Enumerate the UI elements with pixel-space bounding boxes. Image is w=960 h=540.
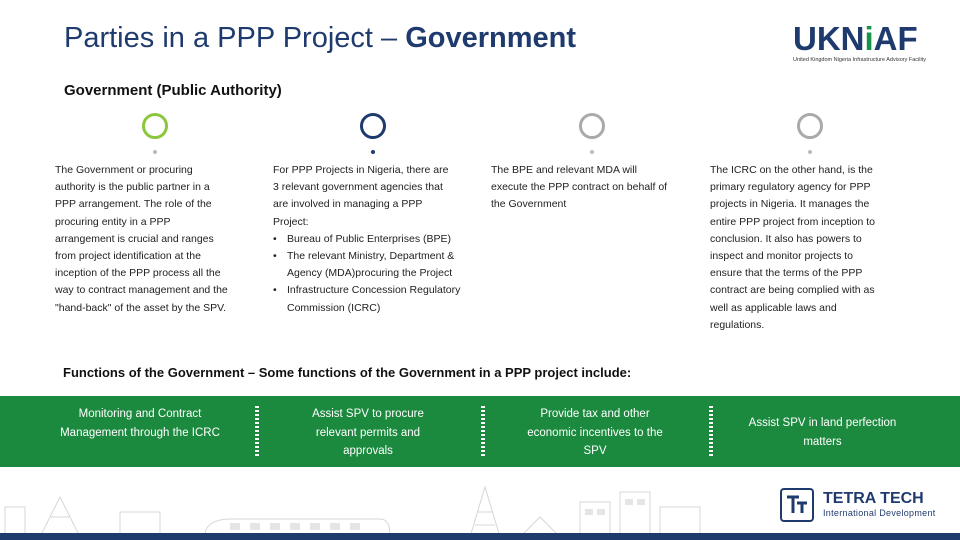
timeline-node-4 [797, 113, 823, 139]
text-line: The BPE and relevant MDA will [491, 164, 637, 176]
text-line: regulations. [710, 318, 765, 331]
agency-list [273, 231, 478, 317]
text-line: projects in Nigeria. It manages the [710, 198, 870, 211]
timeline-dot-1 [153, 150, 157, 154]
text-line: arrangement is crucial and ranges [55, 232, 214, 245]
text-line: "hand-back" of the asset by the SPV. [55, 301, 227, 314]
agency-list-item: • Infrastructure Concession Regulatory Commission (ICRC) [273, 282, 478, 316]
ukniaf-logo [793, 22, 933, 66]
agency-list-item: • Bureau of Public Enterprises (BPE) [273, 231, 478, 248]
page-title-emphasis: Government [405, 22, 577, 54]
timeline-node-1 [142, 113, 168, 139]
text-line: Project: [273, 215, 309, 228]
ukniaf-logo-suffix: AF [873, 20, 918, 57]
text-line: For PPP Projects in Nigeria, there are [273, 164, 449, 176]
function-item-incentives: Provide tax and other economic incentives to the SPV [527, 408, 663, 457]
function-item-monitoring: Monitoring and Contract Management through the ICRC [60, 408, 220, 439]
text-line: way to contract management and the [55, 284, 228, 297]
agency-list-item: • The relevant Ministry, Department & Agency (MDA)procuring the Project [273, 248, 478, 282]
text-line: procuring entity in a PPP [55, 215, 171, 228]
text-line: primary regulatory agency for PPP [710, 181, 871, 194]
bottom-bar [0, 533, 960, 540]
ukniaf-logo-mark [793, 22, 933, 56]
text-line: execute the PPP contract on behalf of [491, 181, 668, 194]
column-icrc [710, 162, 920, 334]
section-subtitle: Government (Public Authority) [64, 82, 282, 99]
tetra-tech-name: TETRA TECH [823, 490, 924, 507]
text-line: The ICRC on the other hand, is the [710, 164, 873, 176]
function-divider [709, 406, 713, 456]
ukniaf-logo-prefix: UKN [793, 20, 865, 57]
text-line: from project identification at the [55, 250, 201, 263]
text-line: PPP arrangement. The role of the [55, 198, 212, 211]
text-line: well as applicable laws and [710, 301, 837, 314]
text-line: contract are being complied with as [710, 284, 875, 297]
functions-heading: Functions of the Government – Some functions of the Government in a PPP project include: [63, 365, 632, 380]
tetra-tech-badge-icon [780, 488, 814, 522]
text-line: inspect and monitor projects to [710, 250, 853, 263]
column-bpe-mda [491, 162, 696, 214]
page-title [64, 22, 576, 55]
timeline-node-2 [360, 113, 386, 139]
function-item-permits: Assist SPV to procure relevant permits and approvals [312, 408, 424, 457]
function-divider [481, 406, 485, 456]
text-line: 3 relevant government agencies that [273, 181, 443, 194]
text-line: entire PPP project from inception to [710, 215, 875, 228]
timeline-dot-3 [590, 150, 594, 154]
column-agencies [273, 162, 478, 317]
infrastructure-illustration [0, 467, 760, 540]
text-line: are involved in managing a PPP [273, 198, 423, 211]
ukniaf-logo-i: i [864, 20, 874, 57]
function-item-land: Assist SPV in land perfection matters [748, 417, 897, 448]
text-line: authority is the public partner in a [55, 181, 210, 194]
page-title-prefix: Parties in a PPP Project – [64, 22, 406, 54]
ukniaf-logo-tagline: United Kingdom Nigeria Infrastructure Advisory Facility [793, 57, 926, 63]
text-line: The Government or procuring [55, 164, 193, 176]
text-line: inception of the PPP process all the [55, 267, 221, 280]
column-government-role [55, 162, 260, 317]
text-line: ensure that the terms of the PPP [710, 267, 863, 280]
function-divider [255, 406, 259, 456]
text-line: conclusion. It also has powers to [710, 232, 862, 245]
timeline-dot-4 [808, 150, 812, 154]
tetra-tech-subtitle: International Development [823, 508, 936, 518]
timeline-node-3 [579, 113, 605, 139]
text-line: the Government [491, 198, 567, 211]
timeline-dot-2 [371, 150, 375, 154]
